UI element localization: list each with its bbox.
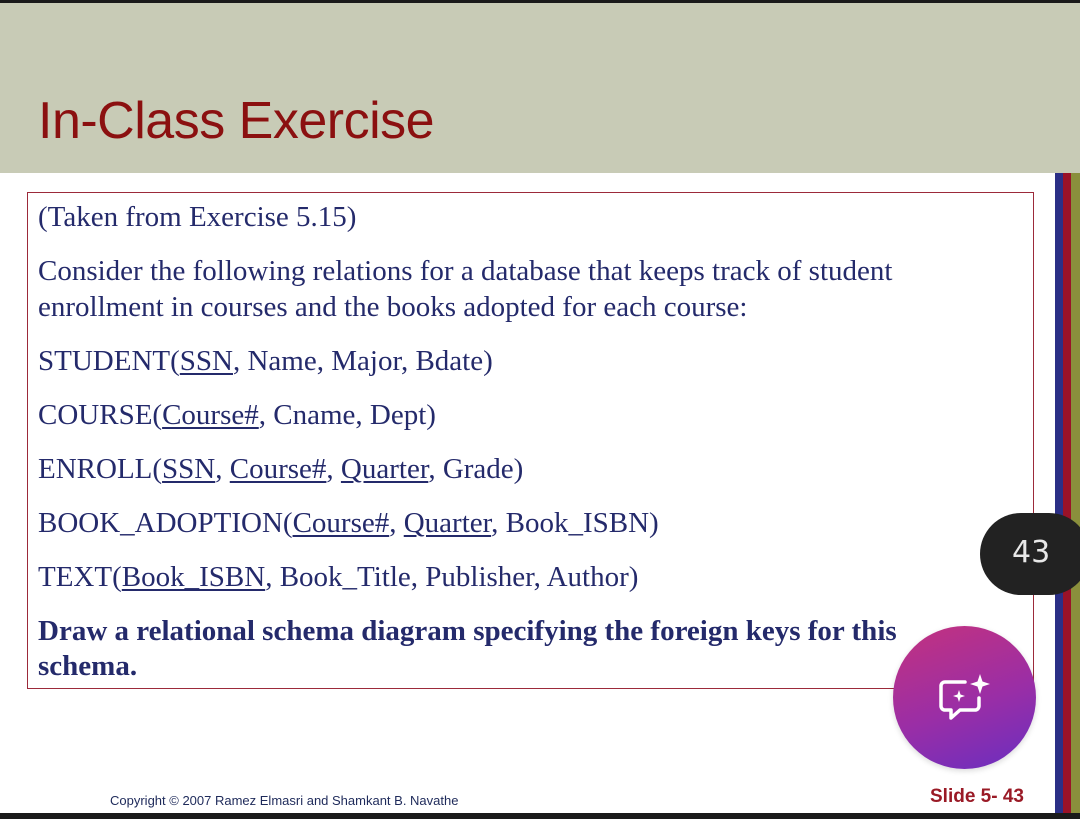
attributes: , Book_Title, Publisher, Author) [265, 561, 639, 593]
separator: , [215, 453, 230, 485]
paren: ( [112, 561, 122, 593]
side-stripe-olive [1071, 173, 1080, 819]
paren: ( [152, 453, 163, 485]
slide-header [0, 3, 1080, 173]
attributes: , Cname, Dept) [258, 399, 436, 431]
relation-course [38, 399, 436, 432]
paren: ( [282, 507, 293, 539]
paren: ( [170, 345, 180, 377]
primary-key: SSN [179, 345, 233, 377]
task-line-1: Draw a relational schema diagram specifying the foreign keys for this [38, 615, 897, 647]
page-number-badge [980, 513, 1080, 595]
relation-name: BOOK_ADOPTION [38, 507, 283, 539]
side-stripe-red [1063, 173, 1071, 819]
task-line-2: schema. [38, 650, 138, 682]
page-number: 43 [1012, 535, 1051, 570]
primary-key: Quarter [403, 507, 492, 539]
relation-text [38, 561, 638, 594]
paren: ( [152, 399, 163, 431]
relation-name: ENROLL [38, 453, 153, 485]
ai-chat-sparkle-icon [935, 668, 995, 728]
intro-line-1: Consider the following relations for a database that keeps track of student [38, 255, 893, 287]
primary-key: Course# [292, 507, 390, 539]
side-stripe-blue [1055, 173, 1063, 819]
primary-key: SSN [162, 453, 216, 485]
slide-number: Slide 5- 43 [930, 786, 1024, 807]
attributes: , Name, Major, Bdate) [232, 345, 493, 377]
attributes: , Grade) [428, 453, 524, 485]
primary-key: Course# [229, 453, 327, 485]
primary-key: Course# [162, 399, 259, 431]
relation-book-adoption [38, 507, 659, 540]
primary-key: Book_ISBN [121, 561, 266, 593]
separator: , [326, 453, 341, 485]
relation-name: TEXT [38, 561, 113, 593]
intro-line-2: enrollment in courses and the books adopted for each course: [38, 291, 748, 323]
copyright-notice: Copyright © 2007 Ramez Elmasri and Shamkant B. Navathe [110, 793, 459, 808]
relation-student [38, 345, 493, 378]
slide-title: In-Class Exercise [38, 92, 435, 150]
bottom-border [0, 813, 1080, 819]
ai-assistant-button[interactable] [893, 626, 1036, 769]
attributes: , Book_ISBN) [491, 507, 659, 539]
relation-enroll [38, 453, 523, 486]
relation-name: COURSE [38, 399, 153, 431]
source-note: (Taken from Exercise 5.15) [38, 201, 357, 233]
relation-name: STUDENT [38, 345, 171, 377]
primary-key: Quarter [340, 453, 429, 485]
separator: , [389, 507, 404, 539]
